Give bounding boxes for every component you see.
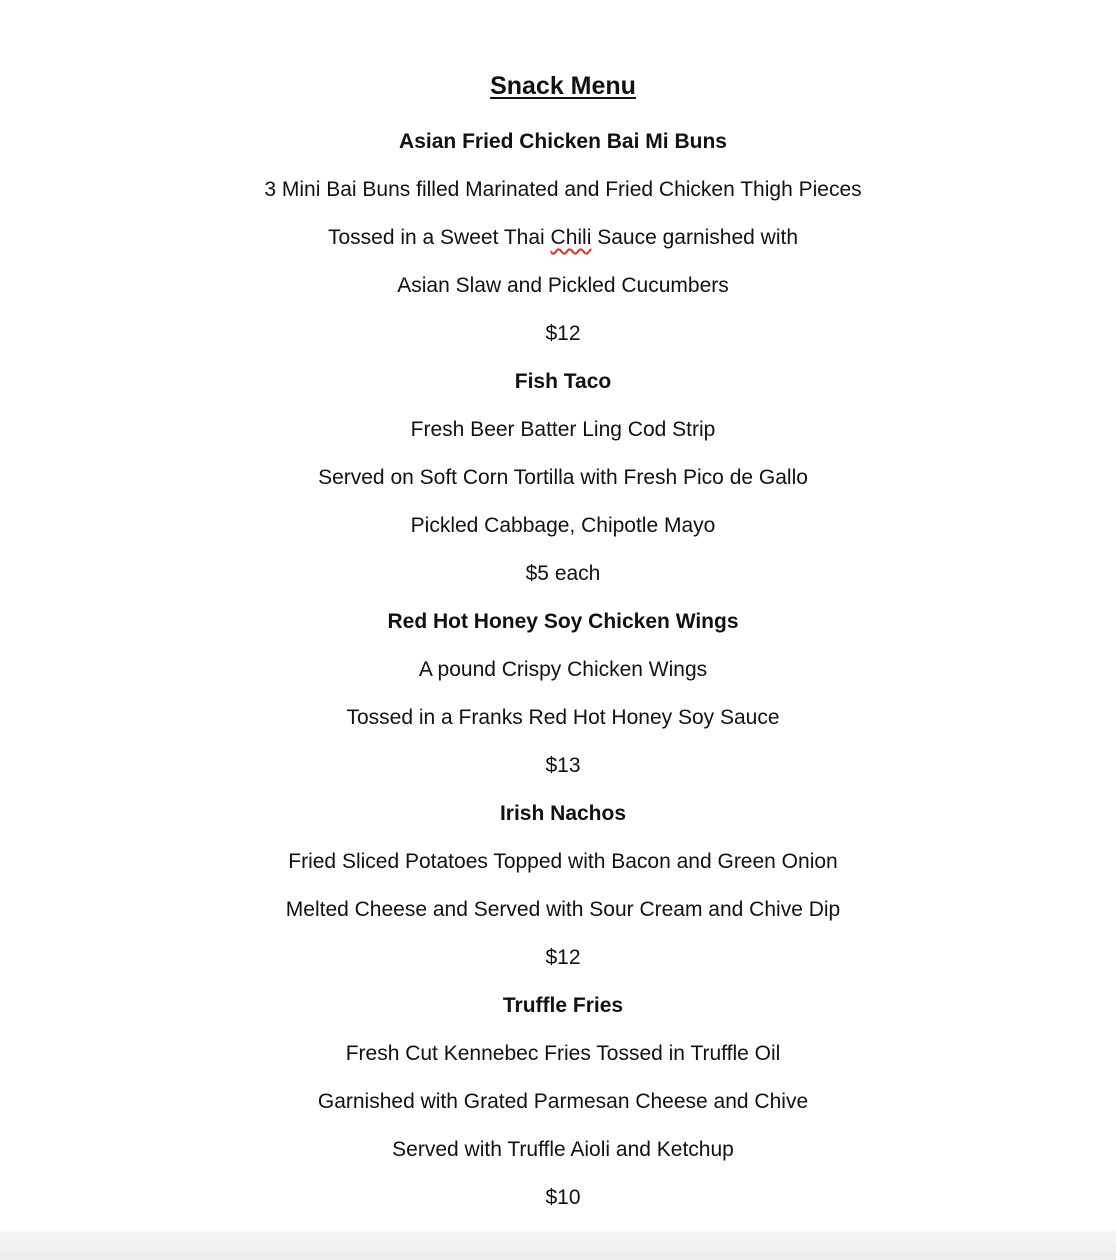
menu-item-name: Irish Nachos [499,802,627,825]
menu-item-price: $13 [545,754,581,777]
menu-item-name: Asian Fried Chicken Bai Mi Buns [399,130,727,153]
menu-item-description: Served on Soft Corn Tortilla with Fresh Pico de Gallo [318,466,808,489]
menu-item-description: Melted Cheese and Served with Sour Cream and Chive Dip [285,898,841,921]
menu-item-price: $12 [545,322,581,345]
menu-title: Snack Menu [490,72,636,100]
menu-item-name: Truffle Fries [502,994,624,1017]
menu-item-description: Asian Slaw and Pickled Cucumbers [397,274,729,297]
description-text: Sauce garnished with [591,226,799,249]
menu-item-description: Tossed in a Franks Red Hot Honey Soy Sauce [346,706,780,729]
menu-item-description: Served with Truffle Aioli and Ketchup [392,1138,734,1161]
menu-item-description: Fried Sliced Potatoes Topped with Bacon and Green Onion [288,850,838,873]
menu-item-name: Red Hot Honey Soy Chicken Wings [387,610,739,633]
menu-item-description: Fresh Beer Batter Ling Cod Strip [410,418,716,441]
menu-item-description: 3 Mini Bai Buns filled Marinated and Fried Chicken Thigh Pieces [264,178,862,201]
misspelled-word[interactable]: Chili [550,226,592,249]
menu-item-price: $5 each [525,562,601,585]
menu-item-description: Pickled Cabbage, Chipotle Mayo [410,514,716,537]
menu-item-description: Garnished with Grated Parmesan Cheese and Chive [317,1090,809,1113]
menu-item-name: Fish Taco [514,370,612,393]
description-text: Tossed in a Sweet Thai [327,226,551,249]
menu-item-price: $10 [545,1186,581,1209]
menu-item-price: $12 [545,946,581,969]
menu-item-description: A pound Crispy Chicken Wings [418,658,708,681]
menu-document [0,70,1116,1222]
menu-item-description: Fresh Cut Kennebec Fries Tossed in Truffle Oil [345,1042,781,1065]
menu-item-description [0,214,1116,262]
page-bottom-edge [0,1230,1116,1260]
